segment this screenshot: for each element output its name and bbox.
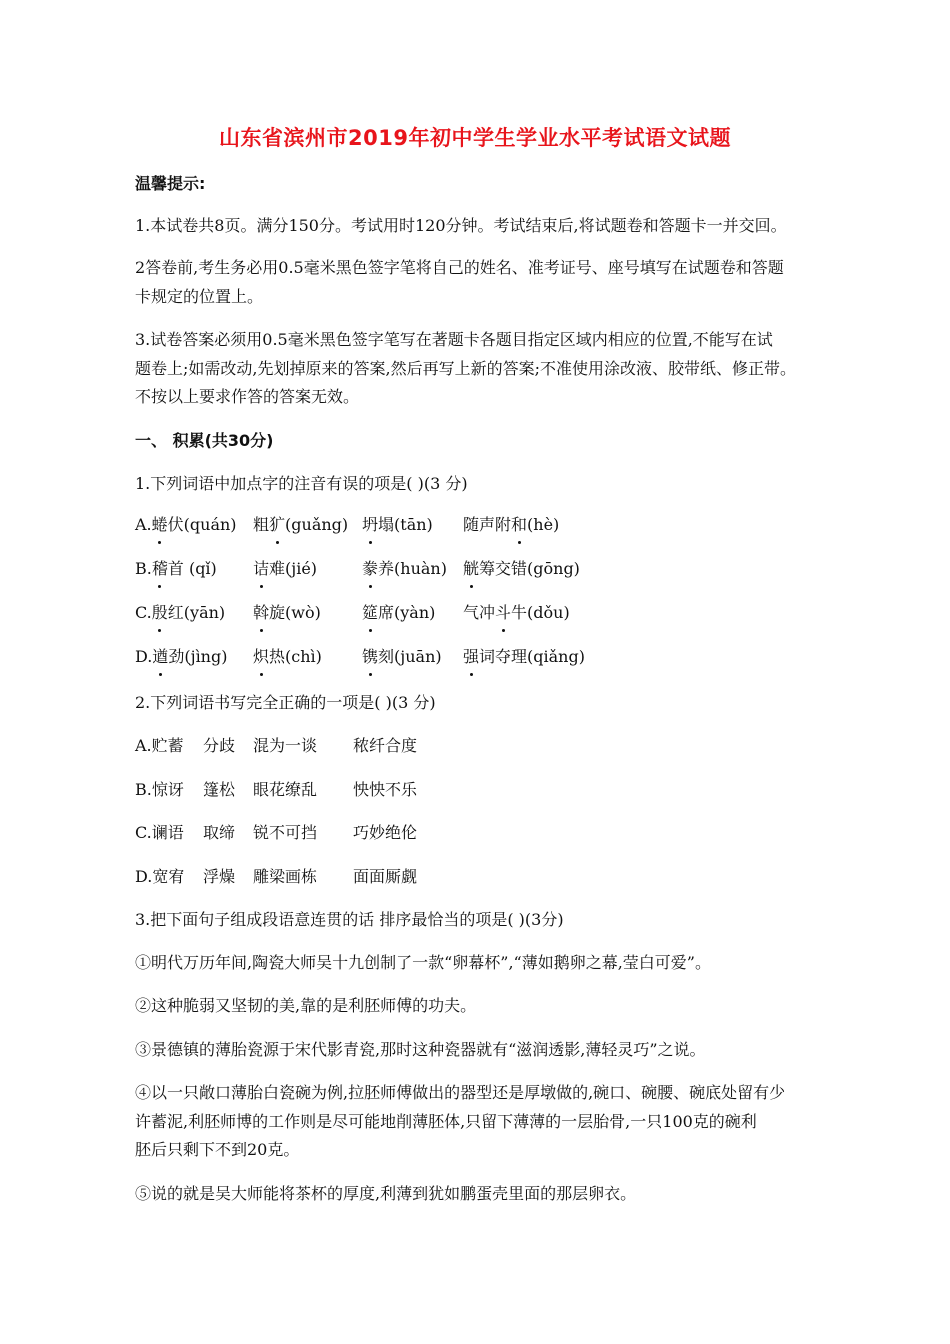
option-text: 牛(dǒu) (511, 603, 570, 622)
dotted-char: 殷 (152, 598, 168, 627)
option-word: 分歧 (203, 736, 236, 755)
dotted-char: 稽 (152, 554, 168, 583)
option-text: 红(yān) (167, 603, 226, 622)
tips-heading: 温馨提示: (135, 174, 206, 193)
question-3-sentence-4-line-1: ④以一只敞口薄胎白瓷碗为例,拉胚师傅做出的器型还是厚墩做的,碗口、碗腰、碗底处留有少 (135, 1083, 786, 1102)
option-text: 词夺理(qiǎng) (479, 647, 585, 666)
question-3-sentence-1: ①明代万历年间,陶瓷大师吴十九创制了一款“卵幕杯”,“薄如鹅卵之幕,莹白可爱”。 (135, 953, 711, 972)
question-3-sentence-5: ⑤说的就是吴大师能将茶杯的厚度,利薄到犹如鹏蛋壳里面的那层卵衣。 (135, 1184, 637, 1203)
option-word: 谰语 (151, 823, 184, 842)
option-label: C. (135, 603, 152, 622)
option-text: 劲(jìng) (168, 647, 228, 666)
tips-paragraph-1: 1.本试卷共8页。满分150分。考试用时120分钟。考试结束后,将试题卷和答题卡一并交回。 (135, 216, 787, 235)
option-label: B. (135, 780, 152, 799)
option-label: A. (135, 736, 152, 755)
question-3-sentence-2: ②这种脆弱又坚韧的美,靠的是利胚师傅的功夫。 (135, 996, 477, 1015)
tips-paragraph-2-line-2: 卡规定的位置上。 (135, 287, 264, 306)
question-3-sentence-4-line-3: 胚后只剩下不到20克。 (135, 1140, 300, 1159)
tips-paragraph-3-line-3: 不按以上要求作答的答案无效。 (135, 387, 360, 406)
option-word: 秾纤合度 (353, 736, 418, 755)
option-word: 面面厮觑 (353, 867, 418, 886)
question-3-sentence-3: ③景德镇的薄胎瓷源于宋代影青瓷,那时这种瓷器就有“滋润透影,薄轻灵巧”之说。 (135, 1040, 706, 1059)
option-text: 养(huàn) (378, 559, 447, 578)
option-label: D. (135, 867, 153, 886)
page-title: 山东省滨州市2019年初中学生学业水平考试语文试题 (219, 126, 731, 150)
option-word: 篷松 (203, 780, 236, 799)
section-heading: 一、 积累(共30分) (135, 431, 274, 450)
option-word: 混为一谈 (253, 736, 318, 755)
question-1-stem: 1.下列词语中加点字的注音有误的项是( )(3 分) (135, 474, 468, 493)
option-label: B. (135, 559, 152, 578)
option-text: 粗 (253, 515, 270, 534)
dotted-char: 诘 (253, 554, 269, 583)
question-3-sentence-4-line-2: 许蓄泥,利胚师博的工作则是尽可能地削薄胚体,只留下薄薄的一层胎骨,一只100克的碗利 (135, 1112, 757, 1131)
question-3-stem: 3.把下面句子组成段语意连贯的话 排序最恰当的项是( )(3分) (135, 910, 564, 929)
dotted-char: 犷 (269, 510, 285, 539)
option-label: C. (135, 823, 152, 842)
dotted-char: 镌 (362, 642, 378, 671)
question-2-stem: 2.下列词语书写完全正确的一项是( )(3 分) (135, 693, 436, 712)
option-word: 雕梁画栋 (253, 867, 318, 886)
option-word: 巧妙绝伦 (353, 823, 418, 842)
dotted-char: 豢 (362, 554, 378, 583)
option-word: 锐不可挡 (253, 823, 318, 842)
option-word: 眼花缭乱 (253, 780, 318, 799)
option-text: (guǎng) (285, 515, 349, 534)
option-label: A. (135, 515, 152, 534)
tips-paragraph-3-line-2: 题卷上;如需改动,先划掉原来的答案,然后再写上新的答案;不准使用涂改液、胶带纸、修正带。 (135, 359, 796, 378)
dotted-char: 筵 (362, 598, 378, 627)
dotted-char: 蜷 (152, 510, 168, 539)
dotted-char: 和 (511, 510, 527, 539)
option-text: 首 (qǐ) (167, 559, 217, 578)
dotted-char: 斗 (495, 598, 511, 627)
option-label: D. (135, 647, 153, 666)
option-text: 伏(quán) (167, 515, 237, 534)
option-text: 难(jié) (269, 559, 318, 578)
dotted-char: 强 (463, 642, 479, 671)
dotted-char: 觥 (463, 554, 479, 583)
option-word: 贮蓄 (151, 736, 184, 755)
tips-paragraph-3-line-1: 3.试卷答案必须用0.5毫米黑色签字笔写在著题卡各题目指定区域内相应的位置,不能写在试 (135, 330, 773, 349)
dotted-char: 遒 (152, 642, 168, 671)
dotted-char: 炽 (253, 642, 269, 671)
tips-paragraph-2-line-1: 2答卷前,考生务必用0.5毫米黑色签字笔将自己的姓名、准考证号、座号填写在试题卷和答题 (135, 258, 784, 277)
dotted-char: 斡 (253, 598, 269, 627)
option-text: 塌(tān) (378, 515, 433, 534)
option-text: 随声附 (463, 515, 512, 534)
option-word: 宽宥 (152, 867, 185, 886)
option-text: (hè) (527, 515, 560, 534)
option-text: 刻(juān) (378, 647, 442, 666)
option-text: 气冲 (463, 603, 496, 622)
option-word: 取缔 (203, 823, 236, 842)
dotted-char: 坍 (362, 510, 378, 539)
option-word: 怏怏不乐 (353, 780, 418, 799)
option-word: 惊讶 (151, 780, 184, 799)
option-text: 热(chì) (269, 647, 322, 666)
option-text: 筹交错(gōng) (479, 559, 580, 578)
option-text: 席(yàn) (378, 603, 436, 622)
option-word: 浮燥 (203, 867, 236, 886)
option-text: 旋(wò) (269, 603, 321, 622)
